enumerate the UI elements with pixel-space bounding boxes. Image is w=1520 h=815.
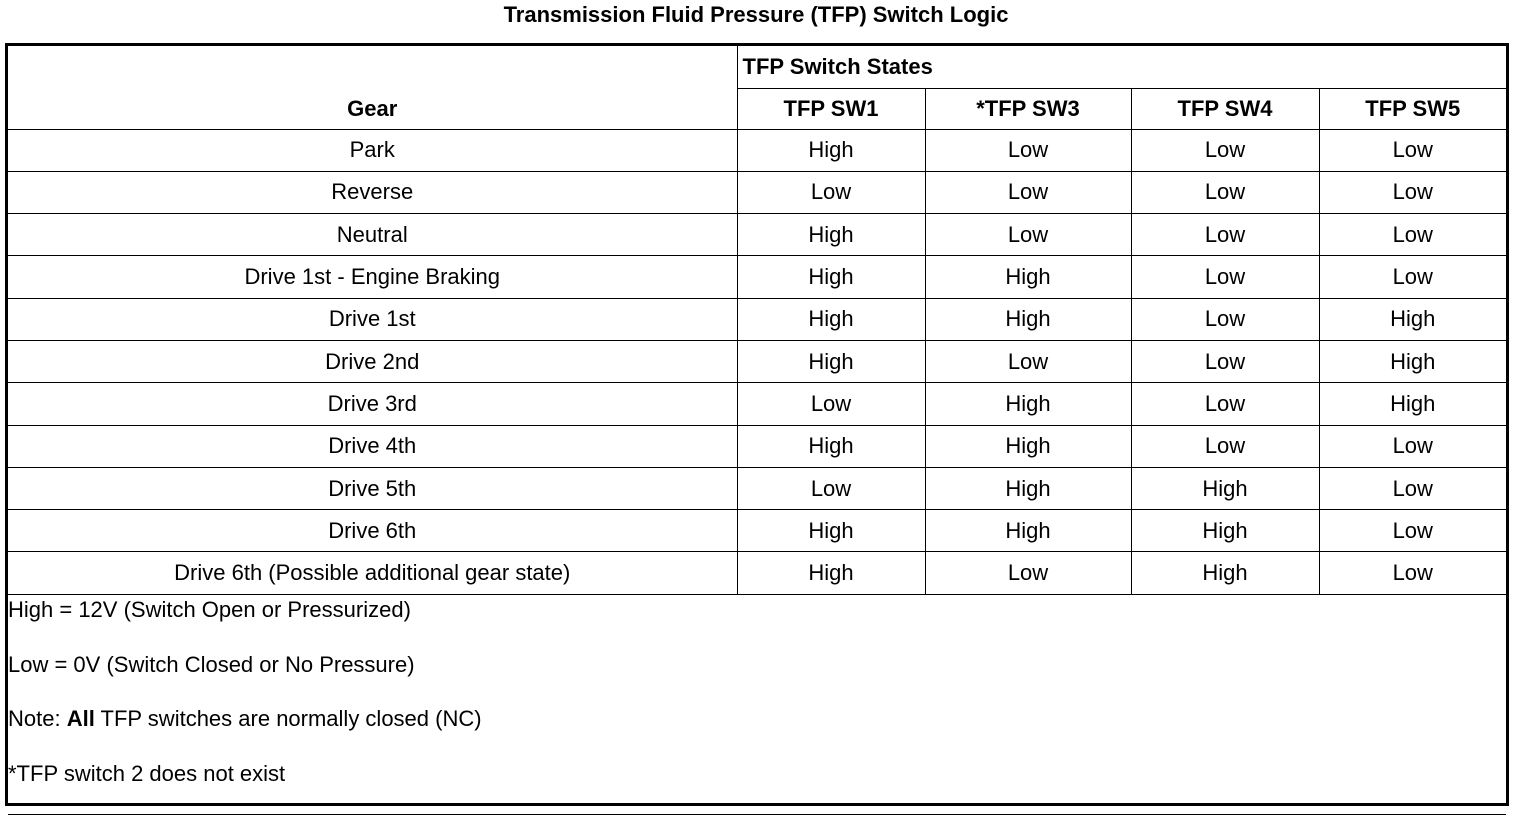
tfp-sw3-cell: Low bbox=[925, 552, 1131, 594]
gear-cell: Drive 4th bbox=[8, 425, 737, 467]
tfp-sw1-cell: High bbox=[737, 256, 925, 298]
gear-cell: Neutral bbox=[8, 214, 737, 256]
tfp-sw1-cell: High bbox=[737, 214, 925, 256]
tfp-sw5-cell: Low bbox=[1319, 214, 1506, 256]
tfp-sw3-cell: Low bbox=[925, 171, 1131, 213]
tfp-sw5-cell: High bbox=[1319, 340, 1506, 382]
switch-logic-table bbox=[8, 46, 1506, 815]
tfp-sw5-cell: Low bbox=[1319, 171, 1506, 213]
legend-notes bbox=[8, 594, 1506, 814]
tfp-sw4-cell: High bbox=[1131, 552, 1319, 594]
gear-cell: Drive 2nd bbox=[8, 340, 737, 382]
switch-states-group-header: TFP Switch States bbox=[737, 46, 1506, 88]
note-normally-closed bbox=[8, 704, 1506, 759]
tfp-sw1-cell: High bbox=[737, 298, 925, 340]
table-body bbox=[8, 129, 1506, 594]
tfp-sw4-cell: Low bbox=[1131, 340, 1319, 382]
tfp-sw4-header: TFP SW4 bbox=[1131, 88, 1319, 129]
table-row bbox=[8, 256, 1506, 298]
tfp-sw5-cell: High bbox=[1319, 298, 1506, 340]
tfp-sw3-cell: High bbox=[925, 256, 1131, 298]
tfp-sw3-cell: High bbox=[925, 298, 1131, 340]
tfp-sw3-cell: High bbox=[925, 510, 1131, 552]
tfp-sw4-cell: Low bbox=[1131, 256, 1319, 298]
tfp-sw1-cell: Low bbox=[737, 467, 925, 509]
gear-cell: Drive 6th bbox=[8, 510, 737, 552]
tfp-sw5-cell: Low bbox=[1319, 467, 1506, 509]
legend-low: Low = 0V (Switch Closed or No Pressure) bbox=[8, 651, 415, 677]
tfp-sw4-cell: Low bbox=[1131, 298, 1319, 340]
tfp-sw5-cell: Low bbox=[1319, 425, 1506, 467]
note-prefix: Note: bbox=[8, 706, 67, 732]
tfp-sw5-header: TFP SW5 bbox=[1319, 88, 1506, 129]
gear-cell: Park bbox=[8, 129, 737, 171]
table-row bbox=[8, 298, 1506, 340]
tfp-sw3-cell: Low bbox=[925, 129, 1131, 171]
tfp-sw4-cell: Low bbox=[1131, 171, 1319, 213]
tfp-sw1-cell: High bbox=[737, 129, 925, 171]
tfp-sw1-cell: High bbox=[737, 340, 925, 382]
gear-cell: Drive 6th (Possible additional gear state) bbox=[8, 552, 737, 594]
gear-column-header: Gear bbox=[8, 46, 737, 129]
table-row bbox=[8, 552, 1506, 594]
gear-cell: Drive 1st bbox=[8, 298, 737, 340]
tfp-sw3-cell: High bbox=[925, 425, 1131, 467]
tfp-sw3-cell: High bbox=[925, 467, 1131, 509]
tfp-sw3-cell: Low bbox=[925, 340, 1131, 382]
tfp-sw5-cell: Low bbox=[1319, 129, 1506, 171]
gear-cell: Drive 3rd bbox=[8, 383, 737, 425]
tfp-sw4-cell: Low bbox=[1131, 383, 1319, 425]
note-emphasis: All bbox=[66, 706, 95, 732]
table-row bbox=[8, 467, 1506, 509]
tfp-sw3-cell: High bbox=[925, 383, 1131, 425]
tfp-sw5-cell: Low bbox=[1319, 256, 1506, 298]
page-title: Transmission Fluid Pressure (TFP) Switch Logic bbox=[503, 2, 1009, 27]
note-switch-2: *TFP switch 2 does not exist bbox=[8, 761, 286, 787]
tfp-sw5-cell: Low bbox=[1319, 510, 1506, 552]
switch-logic-table-frame bbox=[5, 43, 1509, 806]
tfp-sw4-cell: Low bbox=[1131, 214, 1319, 256]
table-row bbox=[8, 129, 1506, 171]
table-row bbox=[8, 340, 1506, 382]
tfp-sw1-cell: High bbox=[737, 552, 925, 594]
tfp-sw4-cell: Low bbox=[1131, 129, 1319, 171]
tfp-sw4-cell: High bbox=[1131, 510, 1319, 552]
gear-cell: Drive 1st - Engine Braking bbox=[8, 256, 737, 298]
tfp-sw1-cell: High bbox=[737, 510, 925, 552]
table-row bbox=[8, 425, 1506, 467]
tfp-sw3-cell: Low bbox=[925, 214, 1131, 256]
tfp-sw4-cell: High bbox=[1131, 467, 1319, 509]
tfp-sw1-cell: Low bbox=[737, 383, 925, 425]
tfp-sw3-header: *TFP SW3 bbox=[925, 88, 1131, 129]
tfp-sw4-cell: Low bbox=[1131, 425, 1319, 467]
table-row bbox=[8, 214, 1506, 256]
table-row bbox=[8, 171, 1506, 213]
gear-cell: Reverse bbox=[8, 171, 737, 213]
tfp-sw5-cell: High bbox=[1319, 383, 1506, 425]
tfp-sw1-cell: High bbox=[737, 425, 925, 467]
legend-high: High = 12V (Switch Open or Pressurized) bbox=[8, 596, 411, 622]
gear-cell: Drive 5th bbox=[8, 467, 737, 509]
note-text: TFP switches are normally closed (NC) bbox=[94, 706, 482, 732]
table-row bbox=[8, 510, 1506, 552]
tfp-sw1-header: TFP SW1 bbox=[737, 88, 925, 129]
tfp-sw5-cell: Low bbox=[1319, 552, 1506, 594]
table-row bbox=[8, 383, 1506, 425]
tfp-sw1-cell: Low bbox=[737, 171, 925, 213]
